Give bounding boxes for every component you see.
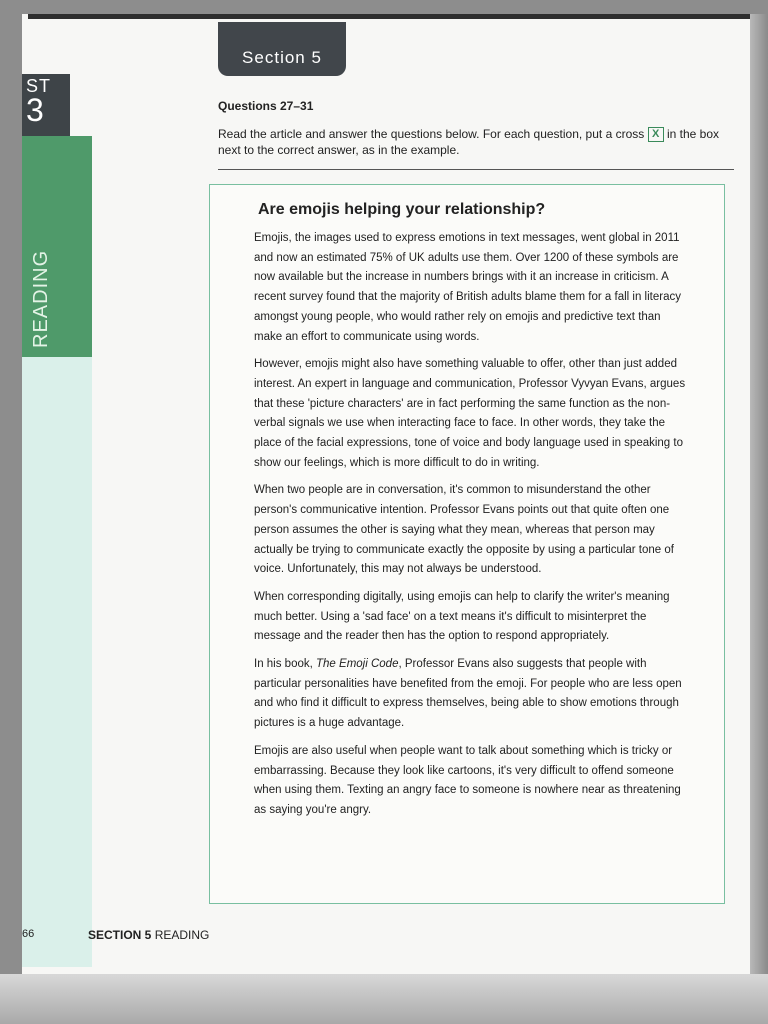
article-box bbox=[209, 184, 725, 904]
page-edge-shadow bbox=[750, 14, 768, 1024]
article-paragraph: Emojis are also useful when people want to talk about something which is tricky or embarrassing. Because they look like cartoons, it's very difficult to offend someone when using them. Texting an angry face to someone is nowhere near as threatening as saying you're angry. bbox=[254, 744, 681, 816]
footer-section-label bbox=[88, 928, 209, 942]
top-border-line bbox=[28, 14, 750, 19]
divider bbox=[218, 169, 734, 170]
article-body bbox=[254, 229, 690, 829]
article-paragraph: When corresponding digitally, using emojis can help to clarify the writer's meaning much better. Using a 'sad face' on a text means it's difficult to misinterpret the message and the reader then has the option to respond appropriately. bbox=[254, 590, 670, 643]
instruction-text-start: Read the article and answer the questions below. For each question, put a cross bbox=[218, 127, 645, 141]
test-tab bbox=[22, 74, 70, 136]
section-title: Section 5 bbox=[242, 48, 322, 67]
questions-title: Questions 27–31 bbox=[218, 99, 314, 113]
article-paragraph bbox=[254, 655, 690, 734]
instruction-text-end: in the box next to the correct answer, as in the example. bbox=[218, 127, 719, 158]
paragraph-text: , Professor Evans also suggests that people with particular personalities have benefited from the emoji. For people who are less open and who find it difficult to express themselves, being able to show emotions through pictures is a huge advantage. bbox=[254, 658, 682, 730]
book-title: The Emoji Code bbox=[316, 658, 399, 671]
article-paragraph: Emojis, the images used to express emotions in text messages, went global in 2011 and now an estimated 75% of UK adults use them. Over 1200 of these symbols are now available but the increase in numbers brings with it an increase in criticism. A recent survey found that the majority of British adults blame them for a fall in literacy amongst young people, who would rather rely on emojis and predictive text than make an effort to communicate using words. bbox=[254, 232, 681, 343]
page bbox=[22, 14, 750, 974]
cross-box-icon: X bbox=[648, 127, 664, 142]
test-tab-word: ST bbox=[26, 76, 52, 96]
test-tab-number: 3 bbox=[26, 92, 44, 128]
questions-instruction bbox=[218, 126, 734, 158]
reading-tab-label: READING bbox=[30, 249, 52, 348]
side-stripe bbox=[22, 357, 92, 967]
article-paragraph: However, emojis might also have something valuable to offer, other than just added interest. An expert in language and communication, Professor Vyvyan Evans, argues that these 'picture characters' are in fact performing the same function as the non-verbal signals we use when interacting face to face. In other words, they take the place of the facial expressions, tone of voice and body language used in speaking to show our feelings, which is more difficult to do in writing. bbox=[254, 358, 686, 469]
section-header-tab bbox=[218, 22, 346, 76]
article-title: Are emojis helping your relationship? bbox=[258, 201, 546, 218]
page-number: 66 bbox=[22, 928, 35, 940]
page-bottom-shadow bbox=[0, 974, 768, 1024]
footer-section-bold: SECTION 5 bbox=[88, 928, 152, 942]
reading-tab bbox=[22, 136, 92, 357]
paragraph-text: In his book, bbox=[254, 658, 317, 671]
article-paragraph: When two people are in conversation, it's common to misunderstand the other person's communicative intention. Professor Evans points out that quite often one person assumes the other is saying what they mean, whereas that person may actually be trying to communicate exactly the opposite by using a particular tone of voice. Unfortunately, this may not always be understood. bbox=[254, 484, 674, 576]
footer-section-rest: READING bbox=[154, 928, 210, 942]
